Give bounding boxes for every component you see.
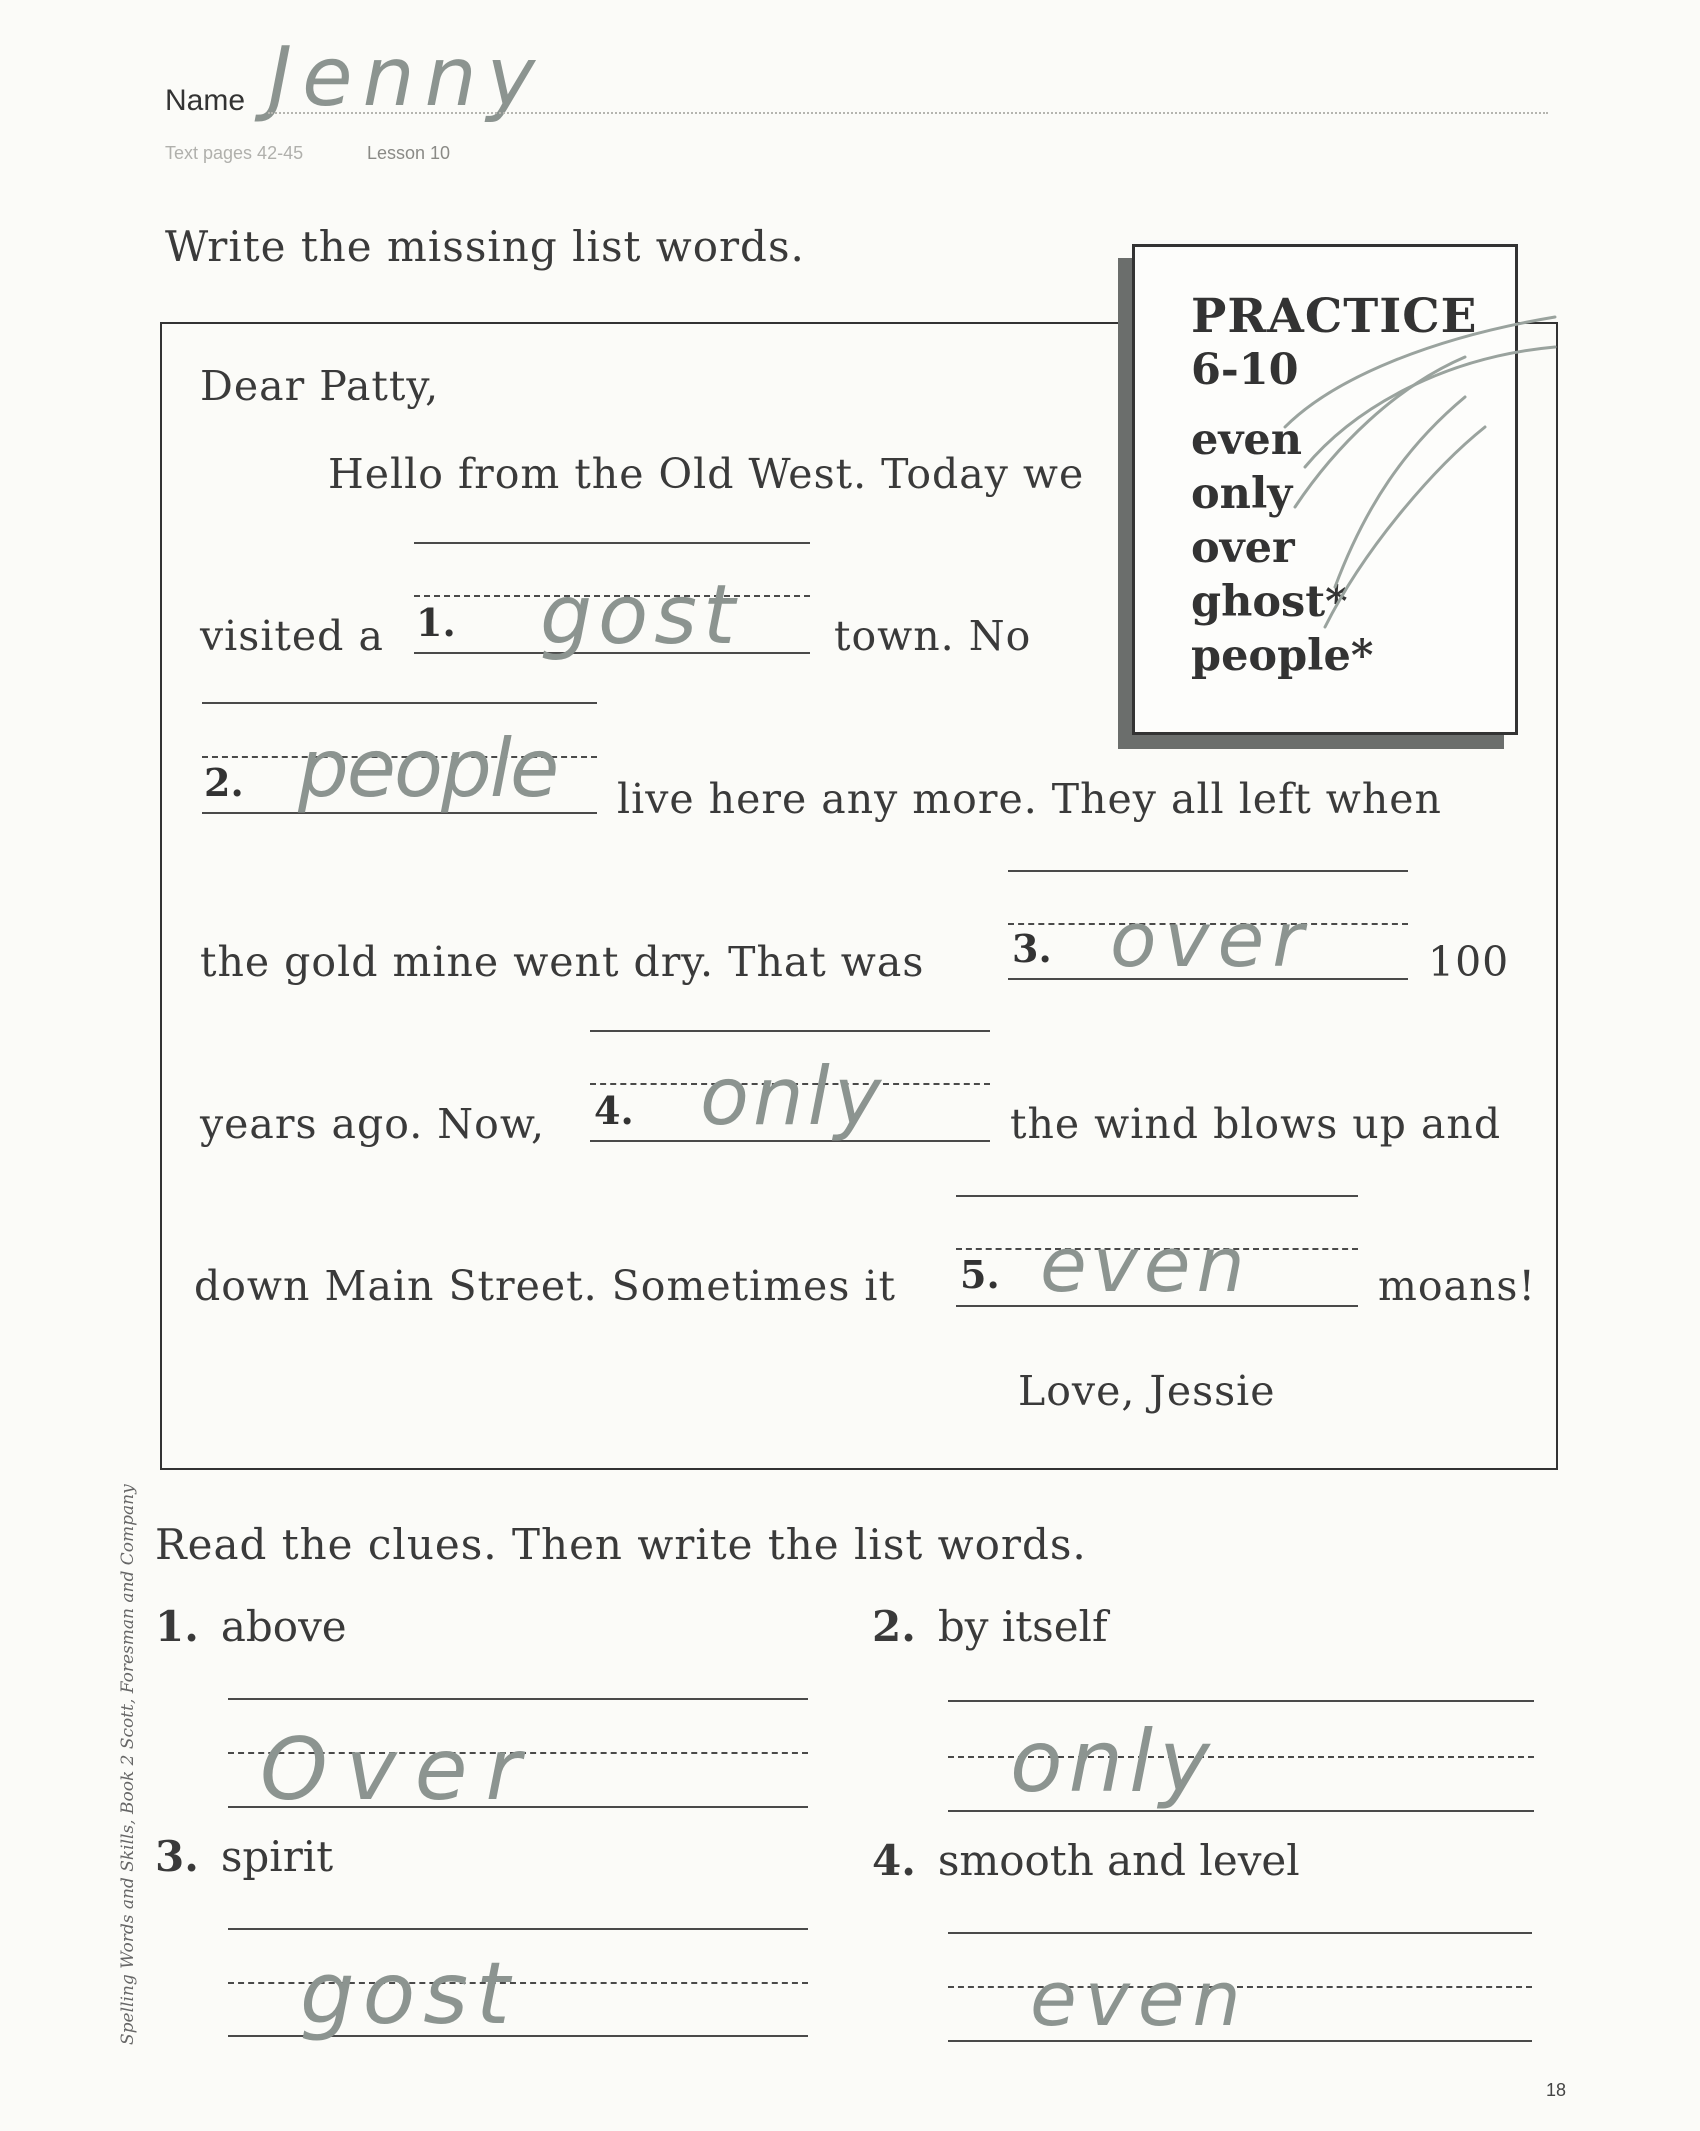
letter-line-5-post: the wind blows up and	[1010, 1100, 1502, 1148]
blank-3-answer: over	[1110, 895, 1312, 984]
page-number: 18	[1546, 2080, 1567, 2100]
clue-4-number: 4.	[872, 1836, 916, 1885]
letter-line-4-pre: the gold mine went dry. That was	[200, 938, 925, 986]
clue-3	[155, 1832, 333, 1881]
instruction-clues: Read the clues. Then write the list words.	[155, 1520, 1087, 1569]
pencil-scribble	[1135, 247, 1515, 732]
instruction-missing-words: Write the missing list words.	[165, 222, 805, 271]
blank-4-number: 4.	[594, 1088, 634, 1133]
practice-range: 6-10	[1191, 345, 1299, 395]
blank-1-number: 1.	[416, 600, 456, 645]
letter-line-2-post: town. No	[834, 612, 1032, 660]
name-line	[268, 112, 1548, 114]
blank-4-answer: only	[700, 1050, 886, 1143]
clue-3-answer: gost	[300, 1944, 518, 2044]
blank-2-number: 2.	[204, 760, 244, 805]
letter-line-6-pre: down Main Street. Sometimes it	[194, 1262, 896, 1310]
letter-line-2-pre: visited a	[200, 612, 384, 660]
letter-closing: Love, Jessie	[1018, 1367, 1276, 1415]
practice-title: PRACTICE	[1191, 289, 1478, 344]
clue-2-text: by itself	[937, 1602, 1108, 1651]
blank-3-number: 3.	[1012, 926, 1052, 971]
blank-5-number: 5.	[960, 1252, 1000, 1297]
practice-word: over	[1191, 523, 1295, 573]
blank-2-answer: people	[298, 722, 558, 815]
clue-3-top-line	[228, 1928, 808, 1930]
blank-5-answer: even	[1040, 1220, 1251, 1309]
practice-word-box	[1132, 244, 1518, 735]
blank-4-top-line	[590, 1030, 990, 1032]
letter-line-4-post: 100	[1428, 938, 1510, 986]
letter-line-3-post: live here any more. They all left when	[617, 775, 1442, 823]
clue-1-number: 1.	[155, 1602, 199, 1651]
clue-1-text: above	[220, 1602, 347, 1651]
letter-line-1: Hello from the Old West. Today we	[328, 450, 1085, 498]
clue-1	[155, 1602, 347, 1651]
clue-1-answer: Over	[260, 1720, 539, 1820]
clue-3-number: 3.	[155, 1832, 199, 1881]
clue-2-answer: only	[1010, 1712, 1216, 1812]
clue-1-top-line	[228, 1698, 808, 1700]
clue-2	[872, 1602, 1108, 1651]
clue-3-text: spirit	[220, 1832, 334, 1881]
clue-4-text: smooth and level	[937, 1836, 1300, 1885]
clue-4	[872, 1836, 1300, 1885]
practice-word: even	[1191, 415, 1302, 465]
clue-4-answer: even	[1030, 1954, 1249, 2043]
side-credit: Spelling Words and Skills, Book 2 Scott, Foresman and Company	[118, 1484, 138, 2045]
blank-5-top-line	[956, 1195, 1358, 1197]
name-label: Name	[165, 84, 246, 117]
practice-word: only	[1191, 469, 1293, 519]
clue-2-top-line	[948, 1700, 1534, 1702]
blank-3-top-line	[1008, 870, 1408, 872]
clue-2-number: 2.	[872, 1602, 916, 1651]
blank-2-top-line	[202, 702, 597, 704]
clue-4-top-line	[948, 1932, 1532, 1934]
practice-word: ghost*	[1191, 577, 1348, 627]
lesson-label: Lesson 10	[367, 143, 451, 163]
blank-1-top-line	[414, 542, 810, 544]
blank-1-answer: gost	[540, 568, 742, 663]
letter-greeting: Dear Patty,	[200, 362, 440, 410]
letter-line-5-pre: years ago. Now,	[200, 1100, 546, 1148]
practice-word: people*	[1191, 631, 1374, 681]
student-name: Jenny	[268, 30, 546, 125]
text-pages: Text pages 42-45	[165, 143, 304, 163]
letter-line-6-post: moans!	[1378, 1262, 1536, 1310]
